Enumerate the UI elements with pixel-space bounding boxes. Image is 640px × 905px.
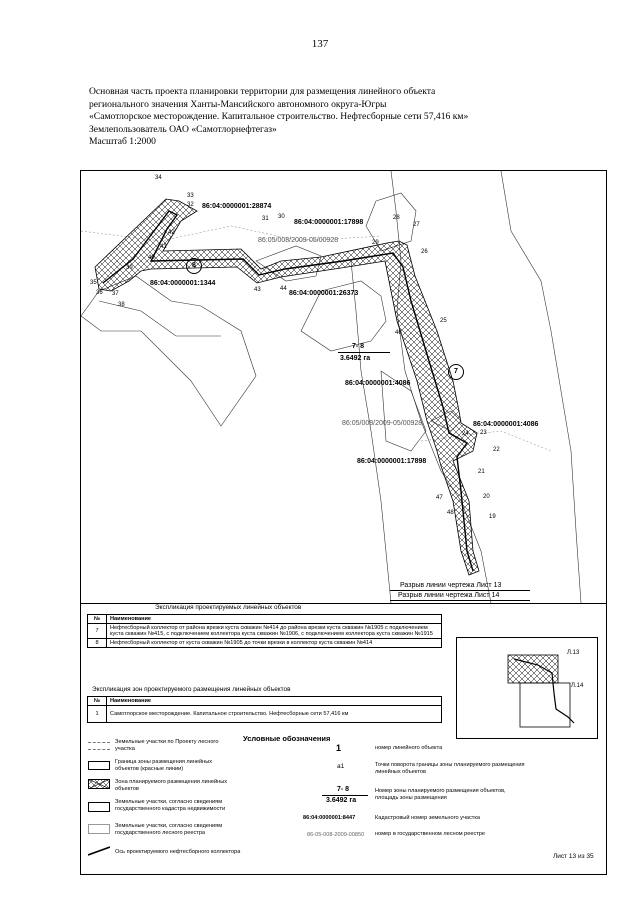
cadastral-number: 86:04:0000001:4086	[345, 380, 411, 387]
table-header-row	[88, 697, 442, 706]
cadastral-number: 86:04:0000001:4086	[473, 421, 539, 428]
planning-map	[81, 171, 606, 603]
keymap-sheet-14: Л.14	[571, 683, 584, 689]
row-name: Нефтесборный коллектор от района врезки куста скважин №414 до района врезки куста скважин №1905 с подключением куста скважин №415, с подключением коллектора куста скважин №1906, с подключением коллектора куста скважин №1915	[107, 624, 442, 639]
forest-register-number: 86:05/008/2009-05/00928	[258, 237, 339, 244]
break-line-13	[390, 590, 530, 591]
linear-objects-table	[87, 614, 442, 648]
legend-item: Номер зоны планируемого размещения объектов, площадь зоны размещения	[375, 788, 506, 801]
point-label: 26	[421, 249, 428, 255]
point-label: 28	[393, 215, 400, 221]
legend-item: Точки поворота границы зоны планируемого размещения линейных объектов	[375, 762, 525, 775]
table-row	[88, 639, 442, 648]
break-line-label-13: Разрыв линии чертежа Лист 13	[400, 582, 502, 589]
cadastral-number: 86:04:0000001:26373	[289, 290, 359, 297]
header-line-5: Масштаб 1:2000	[89, 136, 156, 148]
zones-table	[87, 696, 442, 723]
point-label: 38	[118, 302, 125, 308]
point-label: 19	[489, 514, 496, 520]
row-number: 1	[88, 706, 107, 723]
point-label: 35	[90, 280, 97, 286]
sheet-number: Лист 13 из 35	[553, 853, 594, 860]
legend-symbol-zone-number: 7- 8	[337, 786, 350, 793]
cadastral-number: 86:04:0000001:17898	[294, 219, 364, 226]
legend-swatch-cadastre	[88, 802, 110, 812]
point-label: 46	[395, 330, 402, 336]
legend-item: Земельные участки, согласно сведениям государственного лесного реестра	[115, 823, 223, 836]
legend-symbol-cadastral: 86:04:0000001:8447	[303, 815, 356, 821]
header-line-3: «Самотлорское месторождение. Капитальное строительство. Нефтесборные сети 57,416 км»	[89, 111, 469, 123]
header-line-1: Основная часть проекта планировки территории для размещения линейного объекта	[89, 86, 436, 97]
point-label: 43	[254, 287, 261, 293]
legend-item: номер в государственном лесном реестре	[375, 831, 486, 837]
legend-item: Зона планируемого размещения линейных объектов	[115, 779, 228, 792]
forest-register-number: 86:05/008/2009-05/00928	[342, 420, 423, 427]
point-label: 21	[478, 469, 485, 475]
table-row	[88, 706, 442, 723]
legend-item: Граница зоны размещения линейных объектов (красные линии)	[115, 759, 213, 772]
point-label: 22	[493, 447, 500, 453]
point-label: 23	[480, 430, 487, 436]
keymap-sheet-13: Л.13	[567, 650, 580, 656]
table-row	[88, 624, 442, 639]
object-number-8: 8	[186, 258, 202, 274]
point-label: 27	[413, 222, 420, 228]
point-label: 41	[160, 244, 167, 250]
table-header-row	[88, 615, 442, 624]
legend-symbol-turn-point: a1	[337, 763, 345, 770]
point-label: 48	[447, 510, 454, 516]
point-label: 42	[168, 230, 175, 236]
legend-zone-divider	[322, 795, 368, 796]
point-label: 44	[280, 286, 287, 292]
legend-symbol-object-number: 1	[336, 743, 342, 753]
table2-title: Экспликация зон проектируемого размещения линейных объектов	[92, 686, 291, 693]
break-line-label-14: Разрыв линии чертежа Лист 14	[398, 592, 500, 599]
zone-area: 3.6492 га	[340, 355, 371, 362]
page-number: 137	[311, 38, 329, 50]
legend-symbol-forest-register: 86-05-008-2009-00850	[307, 832, 365, 838]
zone-label-divider	[338, 352, 390, 353]
cadastral-number: 86:04:0000001:28874	[202, 203, 272, 210]
point-label: 32	[187, 202, 194, 208]
col-number: №	[88, 697, 107, 706]
row-number: 7	[88, 624, 107, 639]
header-line-4: Землепользователь ОАО «Самотлорнефтегаз»	[89, 123, 277, 135]
legend-title: Условные обозначения	[243, 734, 331, 743]
document-header	[89, 86, 539, 149]
point-label: 20	[483, 494, 490, 500]
row-name: Нефтесборный коллектор от куста скважин №1905 до точки врезки в коллектор куста скважин №414	[107, 639, 442, 648]
point-label: 39	[126, 265, 133, 271]
legend-item: Земельные участки по Проекту лесного участка	[115, 739, 219, 752]
point-label: 31	[262, 216, 269, 222]
legend-item: Кадастровый номер земельного участка	[375, 815, 481, 821]
zone-number: 7- 8	[352, 343, 365, 350]
table1-title: Экспликация проектируемых линейных объектов	[155, 604, 302, 611]
legend-swatch-zone-boundary	[88, 761, 110, 770]
point-label: 37	[112, 291, 119, 297]
object-number-7: 7	[448, 364, 464, 380]
point-label: 36	[96, 290, 103, 296]
break-line-14	[390, 600, 530, 601]
point-label: 40	[148, 255, 155, 261]
col-name: Наименование	[107, 615, 442, 624]
point-label: 30	[278, 214, 285, 220]
legend-swatch-forest-parcel	[88, 742, 110, 750]
col-name: Наименование	[107, 697, 442, 706]
legend-item: Земельные участки, согласно сведениям государственного кадастра недвижимости	[115, 799, 226, 812]
legend-swatch-forest-register	[88, 824, 110, 834]
point-label: 34	[155, 175, 162, 181]
point-label: 47	[436, 495, 443, 501]
row-number: 8	[88, 639, 107, 648]
legend-item: Ось проектируемого нефтесборного коллектора	[115, 849, 241, 855]
cadastral-number: 86:04:0000001:17898	[357, 458, 427, 465]
point-label: 29	[372, 240, 379, 246]
point-label: 33	[187, 193, 194, 199]
col-number: №	[88, 615, 107, 624]
header-line-2: регионального значения Ханты-Мансийского автономного округа-Югры	[89, 98, 387, 110]
cadastral-number: 86:04:0000001:1344	[150, 280, 216, 287]
point-label: 24	[462, 431, 469, 437]
legend-symbol-zone-area: 3.6492 га	[326, 797, 357, 804]
point-label: 25	[440, 318, 447, 324]
legend-item: номер линейного объекта	[375, 745, 443, 751]
legend-swatch-axis-line	[88, 846, 110, 856]
legend-swatch-placement-zone	[88, 779, 110, 789]
row-name: Самотлорское месторождение. Капитальное строительство. Нефтесборные сети 57,416 км	[107, 706, 442, 723]
